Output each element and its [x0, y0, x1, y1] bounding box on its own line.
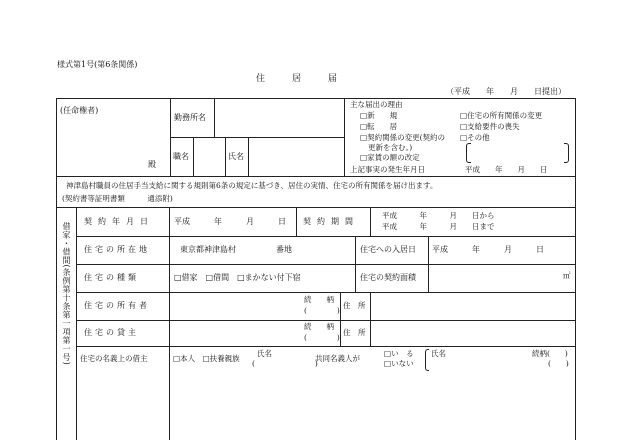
- occurrence-date-value[interactable]: 平成 年 月 日: [465, 165, 548, 174]
- co-tenant-label: 共同名義人が: [315, 354, 360, 363]
- reason-owner-change-checkbox[interactable]: □住宅の所有関係の変更: [460, 111, 543, 120]
- tenant-name-paren[interactable]: ( ): [252, 359, 318, 368]
- contract-period-label: 契約期間: [303, 217, 359, 226]
- reason-transfer-checkbox[interactable]: □転 居: [360, 122, 398, 131]
- move-in-label: 住宅への入居日: [360, 245, 416, 254]
- reason-new-checkbox[interactable]: □新 規: [360, 111, 398, 120]
- reason-other-checkbox[interactable]: □その他: [460, 133, 490, 142]
- reasons-heading: 主な届出の理由: [350, 100, 403, 109]
- location-value[interactable]: 東京都神津島村 番地: [180, 245, 292, 254]
- contract-date-value[interactable]: 平成 年 月 日: [174, 217, 286, 226]
- form-number: 様式第1号(第6条関係): [57, 60, 138, 69]
- co-tenant-relation[interactable]: 続柄( ): [532, 349, 568, 358]
- appointer-label: (任命権者): [60, 106, 99, 115]
- move-in-value[interactable]: 平成 年 月 日: [432, 245, 544, 254]
- co-tenant-yes[interactable]: □い る: [384, 349, 414, 358]
- type-options[interactable]: □借家 □借間 □まかない付下宿: [174, 273, 301, 282]
- area-unit: ㎡: [563, 271, 571, 280]
- co-tenant-name-label: 氏名: [431, 349, 446, 358]
- owner-relation-paren[interactable]: ( ): [304, 306, 340, 315]
- lessor-label: 住宅の貸主: [84, 328, 139, 337]
- co-tenant-relation-2[interactable]: ( ): [548, 359, 569, 368]
- lessor-relation-paren[interactable]: ( ): [304, 333, 340, 342]
- declaration-text: 神津島村職員の住居手当支給に関する規則第6条の規定に基づき、居住の実情、住宅の所有関係を届け出ます。: [66, 181, 438, 190]
- contract-date-label: 契約年月日: [84, 217, 154, 226]
- reason-contract-change-checkbox[interactable]: □契約関係の変更(契約の: [360, 133, 446, 142]
- form-title: 住 居 届: [256, 74, 338, 84]
- submission-date: （平成 年 月 日提出）: [446, 87, 566, 96]
- lessor-relation-label: 続 柄: [304, 322, 334, 331]
- lessor-address-label: 住 所: [343, 328, 366, 337]
- name-label: 氏名: [228, 152, 244, 161]
- co-tenant-no[interactable]: □いない: [384, 359, 414, 368]
- workplace-label: 勤務所名: [174, 113, 206, 122]
- attachment-note: (契約書等証明書類 通添附): [62, 194, 173, 203]
- owner-relation-label: 続 柄: [304, 295, 334, 304]
- contract-period-to[interactable]: 平成 年 月 日まで: [382, 222, 495, 231]
- reason-rent-change-checkbox[interactable]: □家賃の額の改定: [360, 153, 420, 162]
- occurrence-date-label: 上記事実の発生年月日: [350, 165, 425, 174]
- other-bracket-right: [564, 143, 569, 163]
- contract-period-from[interactable]: 平成 年 月 日から: [382, 211, 495, 220]
- addressee-mark: 殿: [148, 160, 156, 169]
- location-label: 住宅の所在地: [84, 245, 150, 254]
- tenant-name-label: 氏名: [257, 349, 272, 358]
- reason-contract-change-note: 更新を含む。): [368, 143, 413, 152]
- tenant-label: 住宅の名義上の借主: [80, 354, 148, 363]
- reason-lost-eligibility-checkbox[interactable]: □支給要件の喪失: [460, 122, 520, 131]
- tenant-self-options[interactable]: □本人 □扶養親族: [173, 354, 240, 363]
- rental-side-label: 借家・借間(条例第十条第一項第一号): [62, 222, 71, 366]
- owner-label: 住宅の所有者: [84, 301, 150, 310]
- type-label: 住宅の種類: [84, 273, 139, 282]
- other-bracket-left: [466, 143, 471, 163]
- area-label: 住宅の契約面積: [360, 273, 416, 282]
- owner-address-label: 住 所: [343, 301, 366, 310]
- position-label: 職名: [173, 152, 189, 161]
- co-tenant-bracket: [425, 349, 429, 371]
